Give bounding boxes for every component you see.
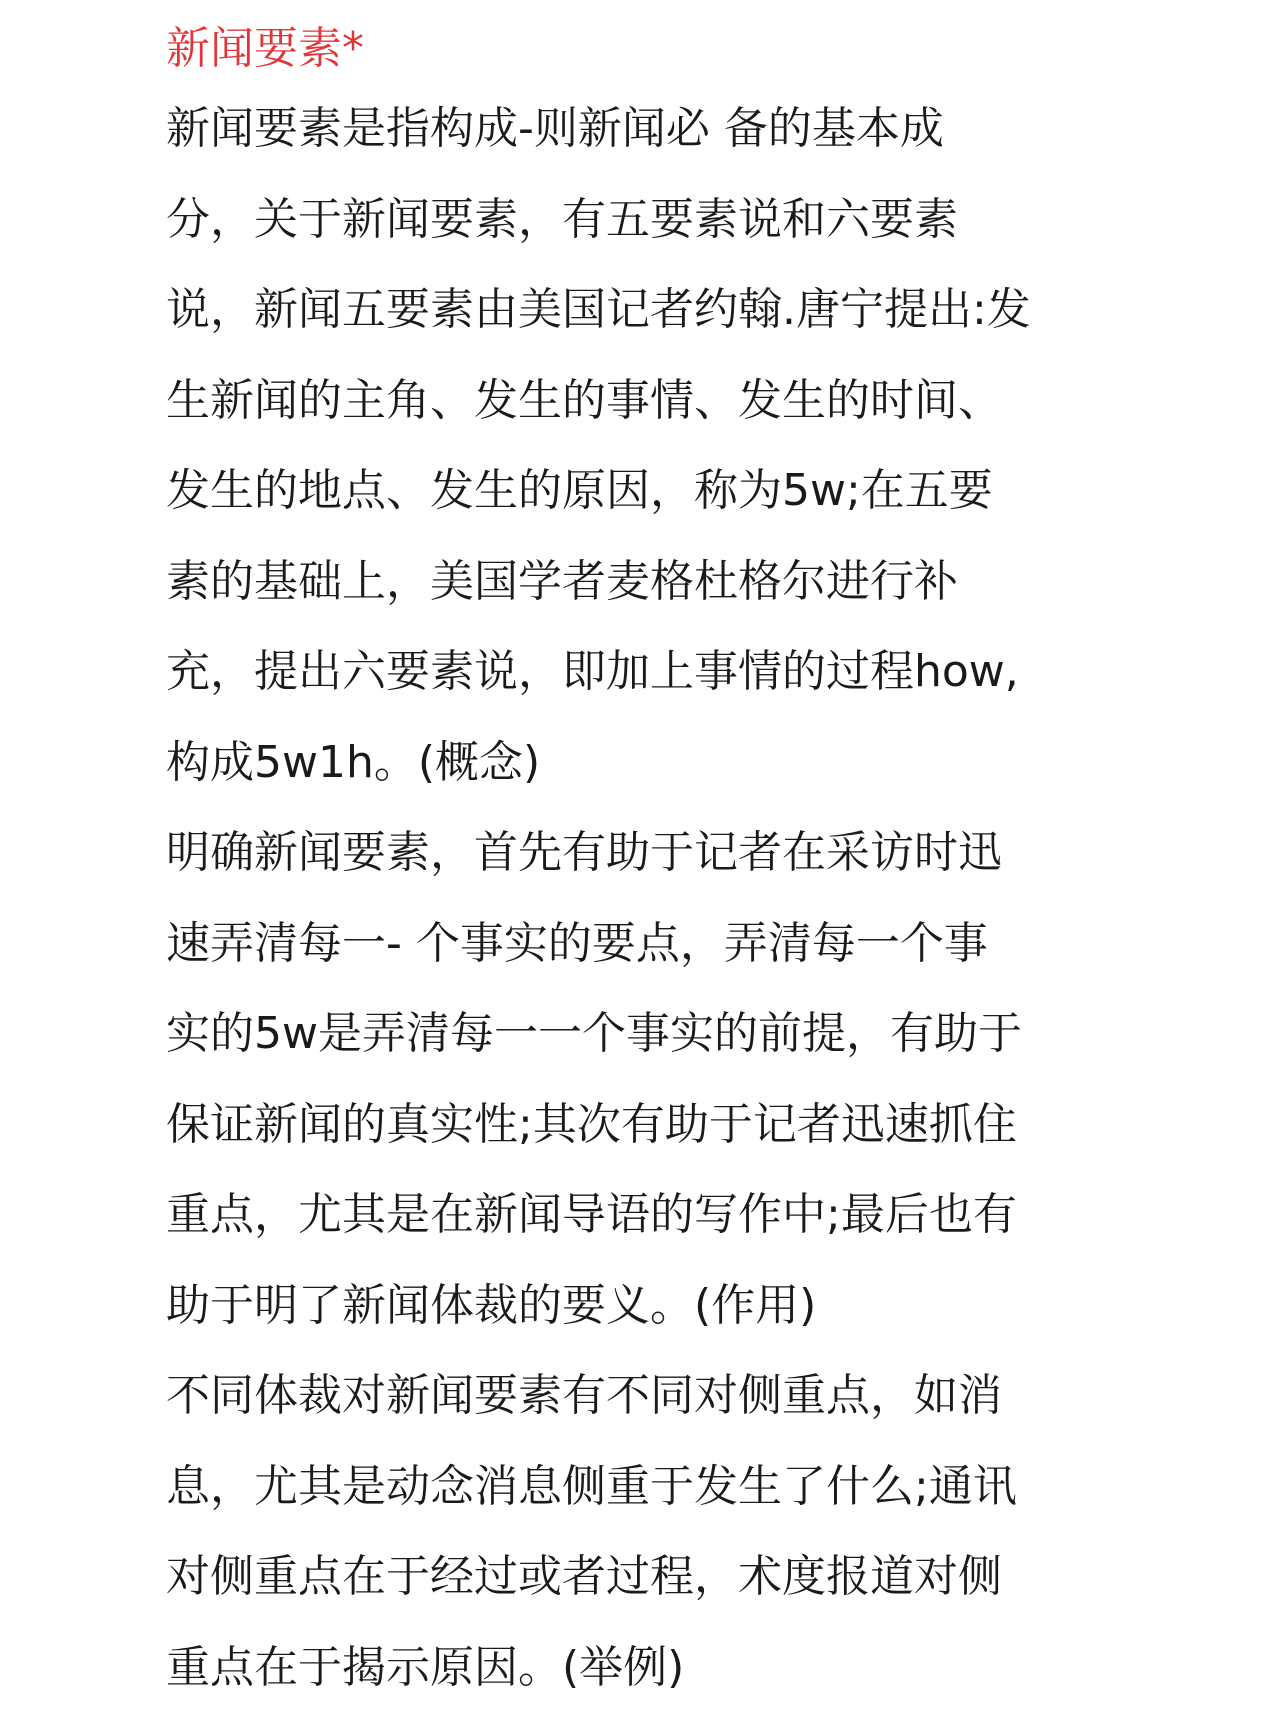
- text-line: 素的基础上，美国学者麦格杜格尔进行补: [166, 537, 1176, 628]
- text-line: 助于明了新闻体裁的要义。(作用): [166, 1261, 1176, 1352]
- text-line: 保证新闻的真实性;其次有助于记者迅速抓住: [166, 1080, 1176, 1171]
- text-line: 构成5w1h。(概念): [166, 718, 1176, 809]
- text-line: 新闻要素是指构成-则新闻必 备的基本成: [166, 84, 1176, 175]
- paragraph-function: [166, 808, 1176, 1351]
- text-line: 说，新闻五要素由美国记者约翰.唐宁提出:发: [166, 265, 1176, 356]
- text-line: 不同体裁对新闻要素有不同对侧重点，如消: [166, 1351, 1176, 1442]
- text-line: 息，尤其是动念消息侧重于发生了什么;通讯: [166, 1442, 1176, 1533]
- paragraph-example: [166, 1351, 1176, 1713]
- paragraph-concept: [166, 84, 1176, 808]
- text-line: 分，关于新闻要素，有五要素说和六要素: [166, 175, 1176, 266]
- text-line: 实的5w是弄清每一一个事实的前提，有助于: [166, 989, 1176, 1080]
- document-body: [166, 14, 1176, 1713]
- text-line: 生新闻的主角、发生的事情、发生的时间、: [166, 356, 1176, 447]
- text-line: 重点在于揭示原因。(举例): [166, 1623, 1176, 1713]
- text-line: 速弄清每一- 个事实的要点，弄清每一个事: [166, 899, 1176, 990]
- text-line: 重点，尤其是在新闻导语的写作中;最后也有: [166, 1170, 1176, 1261]
- text-line: 充，提出六要素说，即加上事情的过程how,: [166, 627, 1176, 718]
- text-line: 发生的地点、发生的原因，称为5w;在五要: [166, 446, 1176, 537]
- text-line: 对侧重点在于经过或者过程，术度报道对侧: [166, 1532, 1176, 1623]
- section-title: 新闻要素*: [166, 14, 1176, 84]
- text-line: 明确新闻要素，首先有助于记者在采访时迅: [166, 808, 1176, 899]
